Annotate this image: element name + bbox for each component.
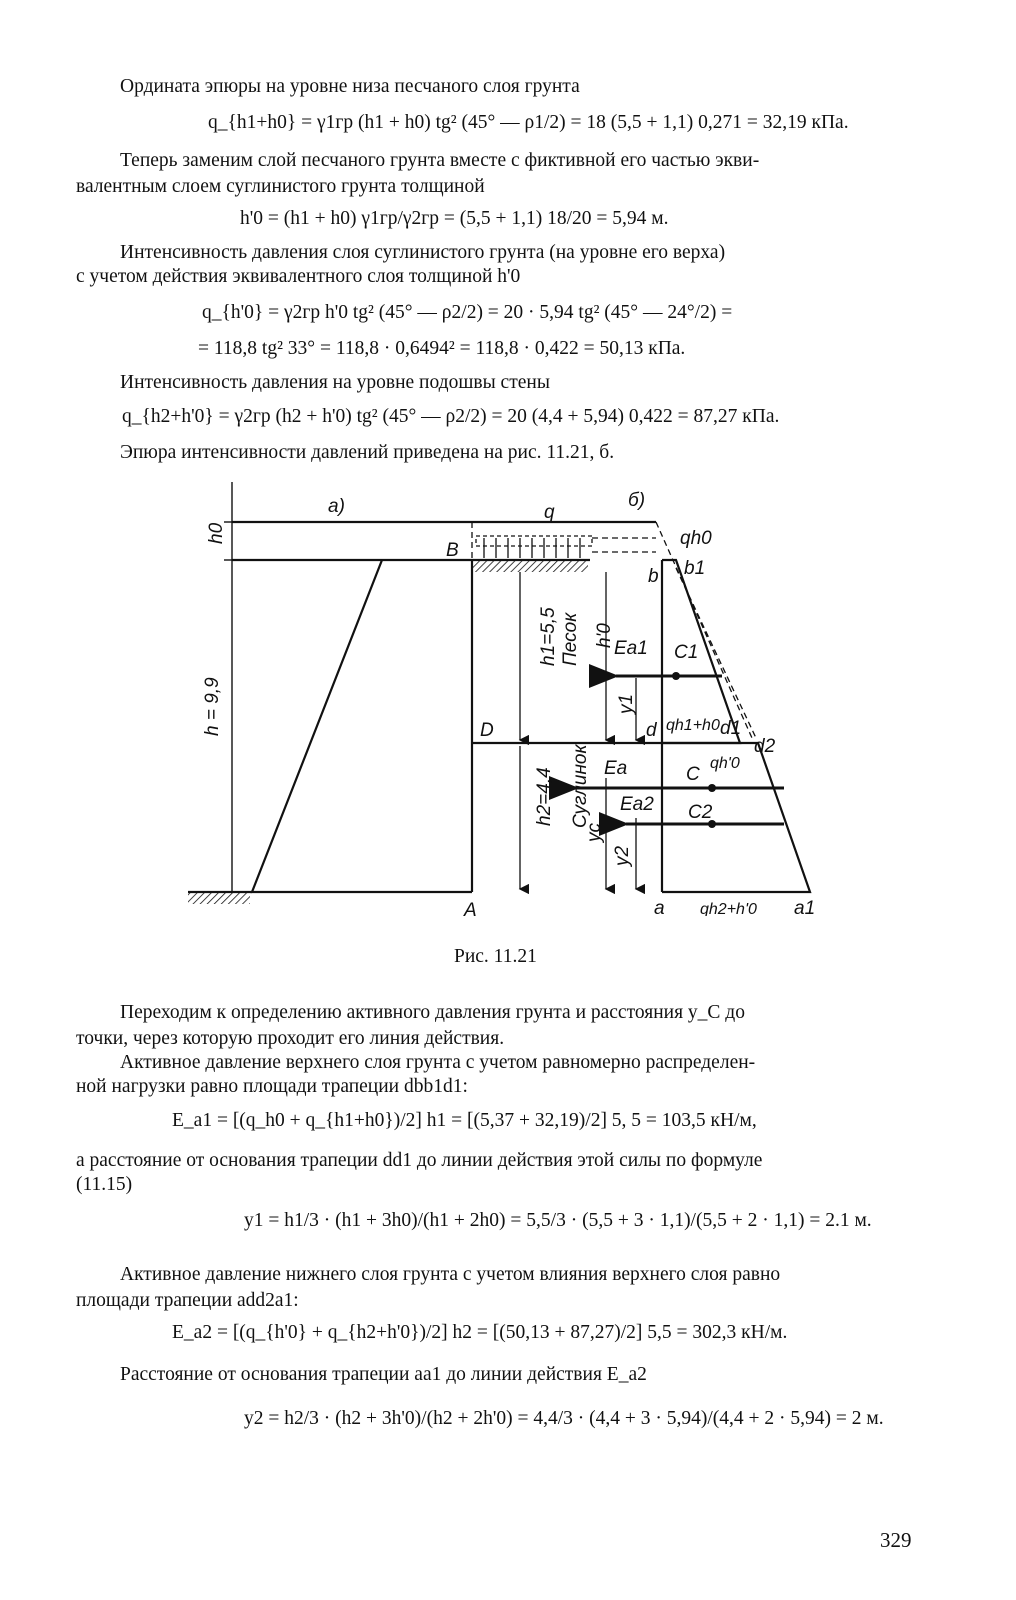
label-Ea1: Ea1 (614, 638, 648, 659)
label-q-h2-h0: qh2+h'0 (700, 901, 757, 916)
label-C: C (686, 764, 700, 785)
text-line: точки, через которую проходит его линия действия. (76, 1028, 505, 1049)
text-line: Расстояние от основания трапеции aa1 до линии действия E_a2 (120, 1364, 647, 1385)
text-line: Интенсивность давления слоя суглинистого грунта (на уровне его верха) (120, 242, 726, 263)
text-line: валентным слоем суглинистого грунта толщиной (76, 176, 485, 197)
text-line: Переходим к определению активного давления грунта и расстояния y_C до (120, 1002, 745, 1023)
text-line: с учетом действия эквивалентного слоя толщиной h'0 (76, 266, 521, 287)
formula-q-h2-h0: q_{h2+h'0} = γ2гр (h2 + h'0) tg² (45° — ρ2/2) = 20 (4,4 + 5,94) 0,422 = 87,27 кПа. (122, 406, 780, 427)
label-loam: Суглинок (570, 744, 591, 828)
label-B: B (446, 540, 459, 561)
text-line: (11.15) (76, 1174, 133, 1195)
formula-q-h0-prime-cont: = 118,8 tg² 33° = 118,8 · 0,6494² = 118,8 · 0,422 = 50,13 кПа. (198, 338, 686, 359)
figure-caption: Рис. 11.21 (454, 946, 537, 967)
label-a1: a1 (794, 898, 816, 916)
label-C1: C1 (674, 642, 699, 663)
label-a: а) (328, 496, 345, 517)
force-arrows (576, 676, 784, 824)
pressure-diagram (472, 560, 810, 892)
label-q-h1-h0: qh1+h0 (666, 717, 720, 734)
label-d2: d2 (754, 736, 776, 757)
text-line: а расстояние от основания трапеции dd1 до линии действия этой силы по формуле (76, 1150, 763, 1171)
label-q-h0-prime: qh'0 (710, 755, 740, 772)
label-d1: d1 (720, 718, 742, 739)
formula-Ea1: E_a1 = [(q_h0 + q_{h1+h0})/2] h1 = [(5,37 + 32,19)/2] 5, 5 = 103,5 кН/м, (172, 1110, 757, 1131)
formula-q-h0-prime: q_{h'0} = γ2гр h'0 tg² (45° — ρ2/2) = 20 · 5,94 tg² (45° — 24°/2) = (202, 302, 733, 323)
label-q: q (544, 502, 555, 523)
page-number: 329 (880, 1528, 912, 1552)
formula-q-h1-h0: q_{h1+h0} = γ1гр (h1 + h0) tg² (45° — ρ1/2) = 18 (5,5 + 1,1) 0,271 = 32,19 кПа. (208, 112, 849, 133)
text-line: Ордината эпюры на уровне низа песчаного слоя грунта (120, 76, 580, 97)
label-q-h0: qh0 (680, 528, 712, 549)
label-h0: h0 (206, 522, 227, 544)
ground-hatch (188, 892, 250, 904)
label-d: d (646, 720, 657, 741)
text-line: ной нагрузки равно площади трапеции dbb1d1: (76, 1076, 468, 1097)
label-y2: y2 (612, 845, 633, 866)
label-h2: h2=4,4 (534, 767, 555, 826)
label-h0-prime: h'0 (594, 623, 615, 648)
label-a: a (654, 898, 665, 916)
formula-y1: y1 = h1/3 · (h1 + 3h0)/(h1 + 2h0) = 5,5/3 · (5,5 + 3 · 1,1)/(5,5 + 2 · 1,1) = 2.1 м. (244, 1210, 872, 1231)
label-D: D (480, 720, 494, 741)
label-h1: h1=5,5 (538, 607, 559, 666)
label-Ea: Ea (604, 758, 628, 779)
uniform-load-q (476, 536, 592, 558)
label-y1: y1 (616, 693, 637, 714)
formula-Ea2: E_a2 = [(q_{h'0} + q_{h2+h'0})/2] h2 = [(50,13 + 87,27)/2] 5,5 = 302,3 кН/м. (172, 1322, 788, 1343)
label-yc: yc (584, 823, 605, 842)
text-line: площади трапеции add2a1: (76, 1290, 299, 1311)
formula-h0-prime: h'0 = (h1 + h0) γ1гр/γ2гр = (5,5 + 1,1) 18/20 = 5,94 м. (240, 208, 669, 229)
text-line: Теперь заменим слой песчаного грунта вместе с фиктивной его частью экви- (120, 150, 760, 171)
label-b-small: b (648, 566, 659, 587)
text-line: Эпюра интенсивности давлений приведена на рис. 11.21, б. (120, 442, 615, 463)
label-Ea2: Ea2 (620, 794, 654, 815)
label-b: б) (628, 490, 646, 511)
label-b1: b1 (684, 558, 706, 579)
label-C2: C2 (688, 802, 713, 823)
label-h: h = 9,9 (202, 677, 223, 736)
text-line: Интенсивность давления на уровне подошвы стены (120, 372, 550, 393)
label-sand: Песок (560, 612, 581, 666)
figure-11-21 (180, 478, 820, 916)
formula-y2: y2 = h2/3 · (h2 + 3h'0)/(h2 + 2h'0) = 4,4/3 · (4,4 + 3 · 5,94)/(4,4 + 2 · 5,94) = 2 м. (244, 1408, 884, 1429)
top-hatch (472, 560, 588, 572)
text-line: Активное давление нижнего слоя грунта с учетом влияния верхнего слоя равно (120, 1264, 781, 1285)
label-A: A (464, 900, 477, 916)
text-line: Активное давление верхнего слоя грунта с учетом равномерно распределен- (120, 1052, 756, 1073)
